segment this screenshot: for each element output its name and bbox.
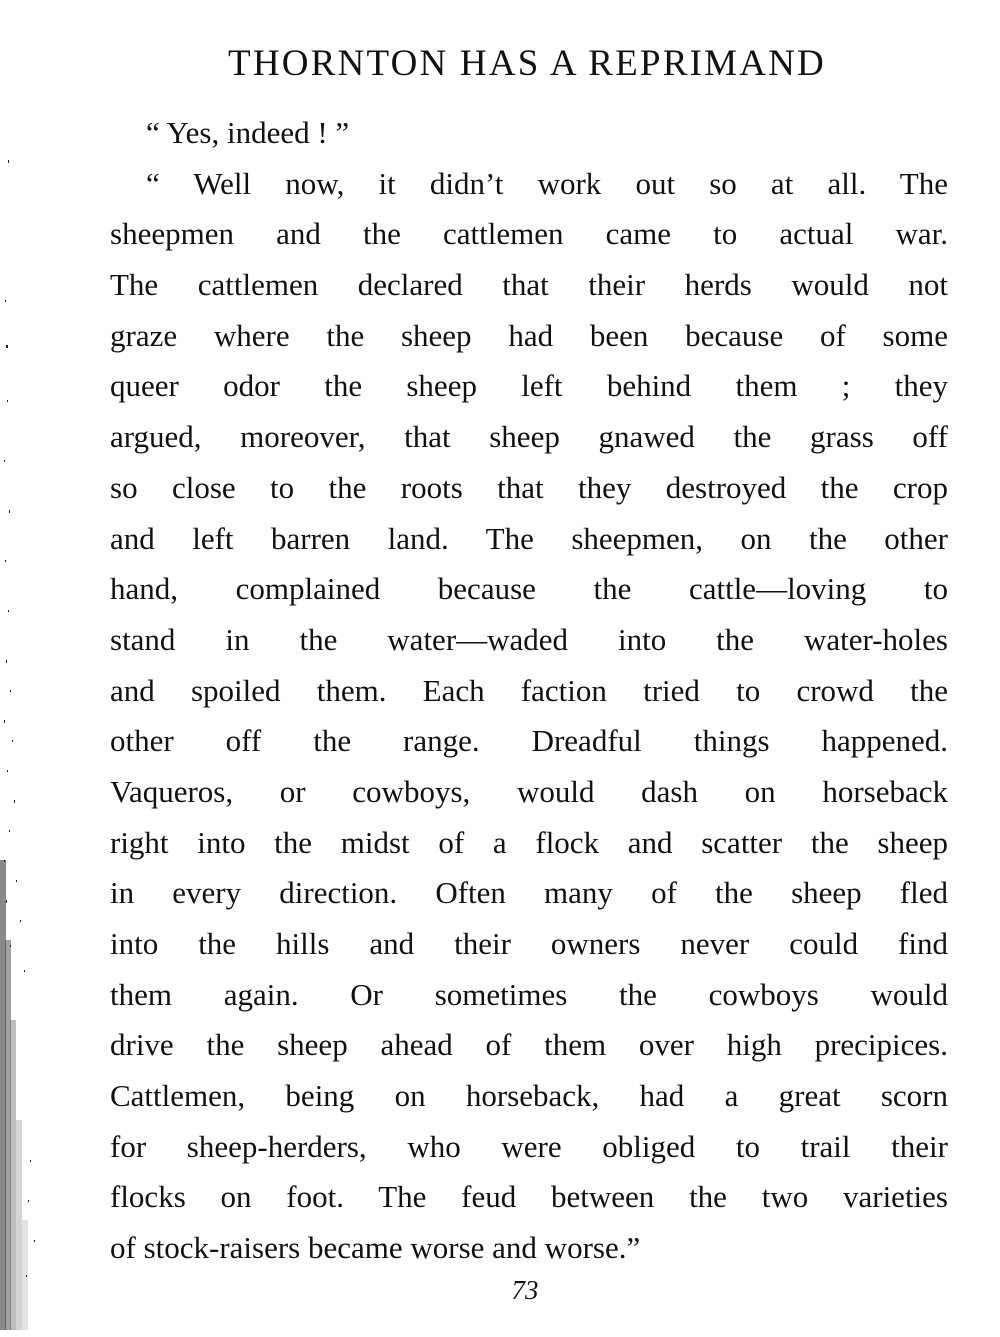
text-line: Vaqueros, or cowboys, would dash on horseback [110,773,948,809]
text-line: flocks on foot. The feud between the two varieties [110,1179,948,1215]
text-line: and spoiled them. Each faction tried to crowd the [110,672,948,708]
text-line: in every direction. Often many of the sheep fled [110,875,948,911]
text-line: so close to the roots that they destroyed the crop [110,469,948,505]
gutter-scan-shadow [0,40,46,1330]
body-text [110,108,948,1274]
text-line: right into the midst of a flock and scatter the sheep [110,824,948,860]
text-line: The cattlemen declared that their herds would not [110,267,948,303]
running-head: THORNTON HAS A REPRIMAND [228,43,826,84]
text-line: argued, moreover, that sheep gnawed the grass off [110,419,948,455]
text-line: of stock-raisers became worse and worse.” [110,1230,641,1266]
page-number: 73 [511,1275,539,1305]
text-line: sheepmen and the cattlemen came to actual war. [110,216,948,252]
text-line: and left barren land. The sheepmen, on the other [110,520,948,556]
text-line: into the hills and their owners never could find [110,926,948,961]
text-line: queer odor the sheep left behind them ; they [110,368,948,404]
text-line: them again. Or sometimes the cowboys would [110,976,948,1012]
text-line: hand, complained because the cattle—loving to [110,571,948,607]
text-line: “ Yes, indeed ! ” [146,115,350,150]
text-line: Cattlemen, being on horseback, had a great scorn [110,1078,948,1114]
text-line: drive the sheep ahead of them over high precipices. [110,1027,948,1063]
text-line: other off the range. Dreadful things happened. [110,723,948,759]
text-line: for sheep-herders, who were obliged to trail their [110,1128,948,1164]
text-line: graze where the sheep had been because of some [110,317,948,353]
text-line: “ Well now, it didn’t work out so at all. The [146,165,948,201]
text-line: stand in the water—waded into the water-holes [110,621,948,657]
